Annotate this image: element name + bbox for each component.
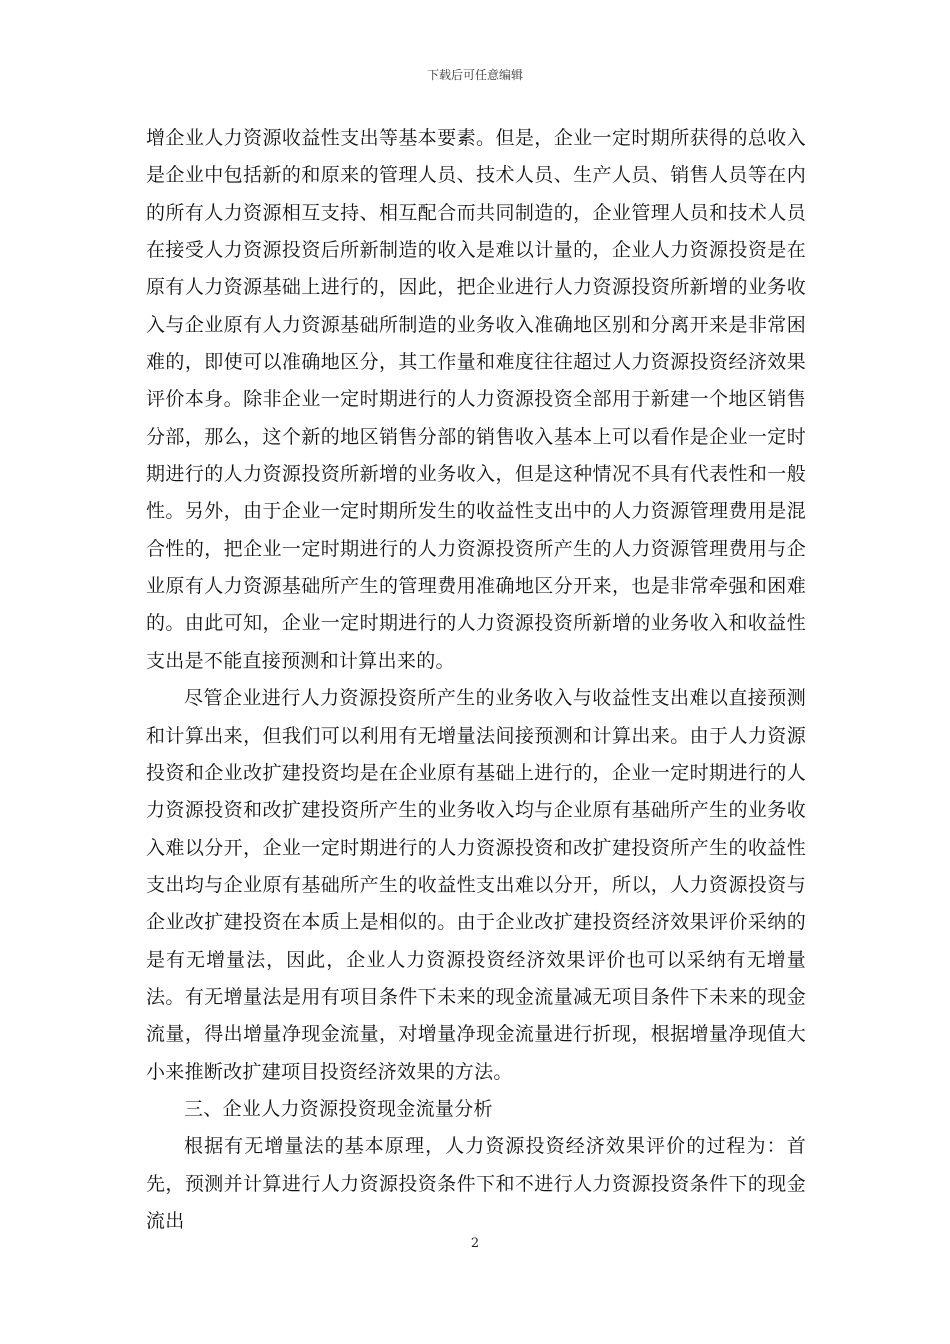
paragraph-continuation: 增企业人力资源收益性支出等基本要素。但是，企业一定时期所获得的总收入是企业中包括新的和原来的管理人员、技术人员、生产人员、销售人员等在内的所有人力资源相互支持、相互配合而共同制造的，企业管理人员和技术人员在接受人力资源投资后所新制造的收入是难以计量的，企业人力资源投资是在原有人力资源基础上进行的，因此，把企业进行人力资源投资所新增的业务收入与企业原有人力资源基础所制造的业务收入准确地区别和分离开来是非常困难的，即使可以准确地区分，其工作量和难度往往超过人力资源投资经济效果评价本身。除非企业一定时期进行的人力资源投资全部用于新建一个地区销售分部，那么，这个新的地区销售分部的销售收入基本上可以看作是企业一定时期进行的人力资源投资所新增的业务收入，但是这种情况不具有代表性和一般性。另外，由于企业一定时期所发生的收益性支出中的人力资源管理费用是混合性的，把企业一定时期进行的人力资源投资所产生的人力资源管理费用与企业原有人力资源基础所产生的管理费用准确地区分开来，也是非常牵强和困难的。由此可知，企业一定时期进行的人力资源投资所新增的业务收入和收益性支出是不能直接预测和计算出来的。 [146,127,806,672]
page-header: 下载后可任意编辑 [426,68,523,82]
paragraph-evaluation-process: 根据有无增量法的基本原理，人力资源投资经济效果评价的过程为：首先，预测并计算进行人力资源投资条件下和不进行人力资源投资条件下的现金流出 [146,1135,806,1232]
paragraph-incremental-method: 尽管企业进行人力资源投资所产生的业务收入与收益性支出难以直接预测和计算出来，但我们可以利用有无增量法间接预测和计算出来。由于人力资源投资和企业改扩建投资均是在企业原有基础上进行的，企业一定时期进行的人力资源投资和改扩建投资所产生的业务收入均与企业原有基础所产生的业务收入难以分开，企业一定时期进行的人力资源投资和改扩建投资所产生的收益性支出均与企业原有基础所产生的收益性支出难以分开，所以，人力资源投资与企业改扩建投资在本质上是相似的。由于企业改扩建投资经济效果评价采纳的是有无增量法，因此，企业人力资源投资经济效果评价也可以采纳有无增量法。有无增量法是用有项目条件下未来的现金流量减无项目条件下未来的现金流量，得出增量净现金流量，对增量净现金流量进行折现，根据增量净现值大小来推断改扩建项目投资经济效果的方法。 [146,687,806,1083]
document-body [146,120,806,1240]
section-heading: 三、企业人力资源投资现金流量分析 [184,1097,493,1120]
page-number: 2 [470,1236,480,1251]
